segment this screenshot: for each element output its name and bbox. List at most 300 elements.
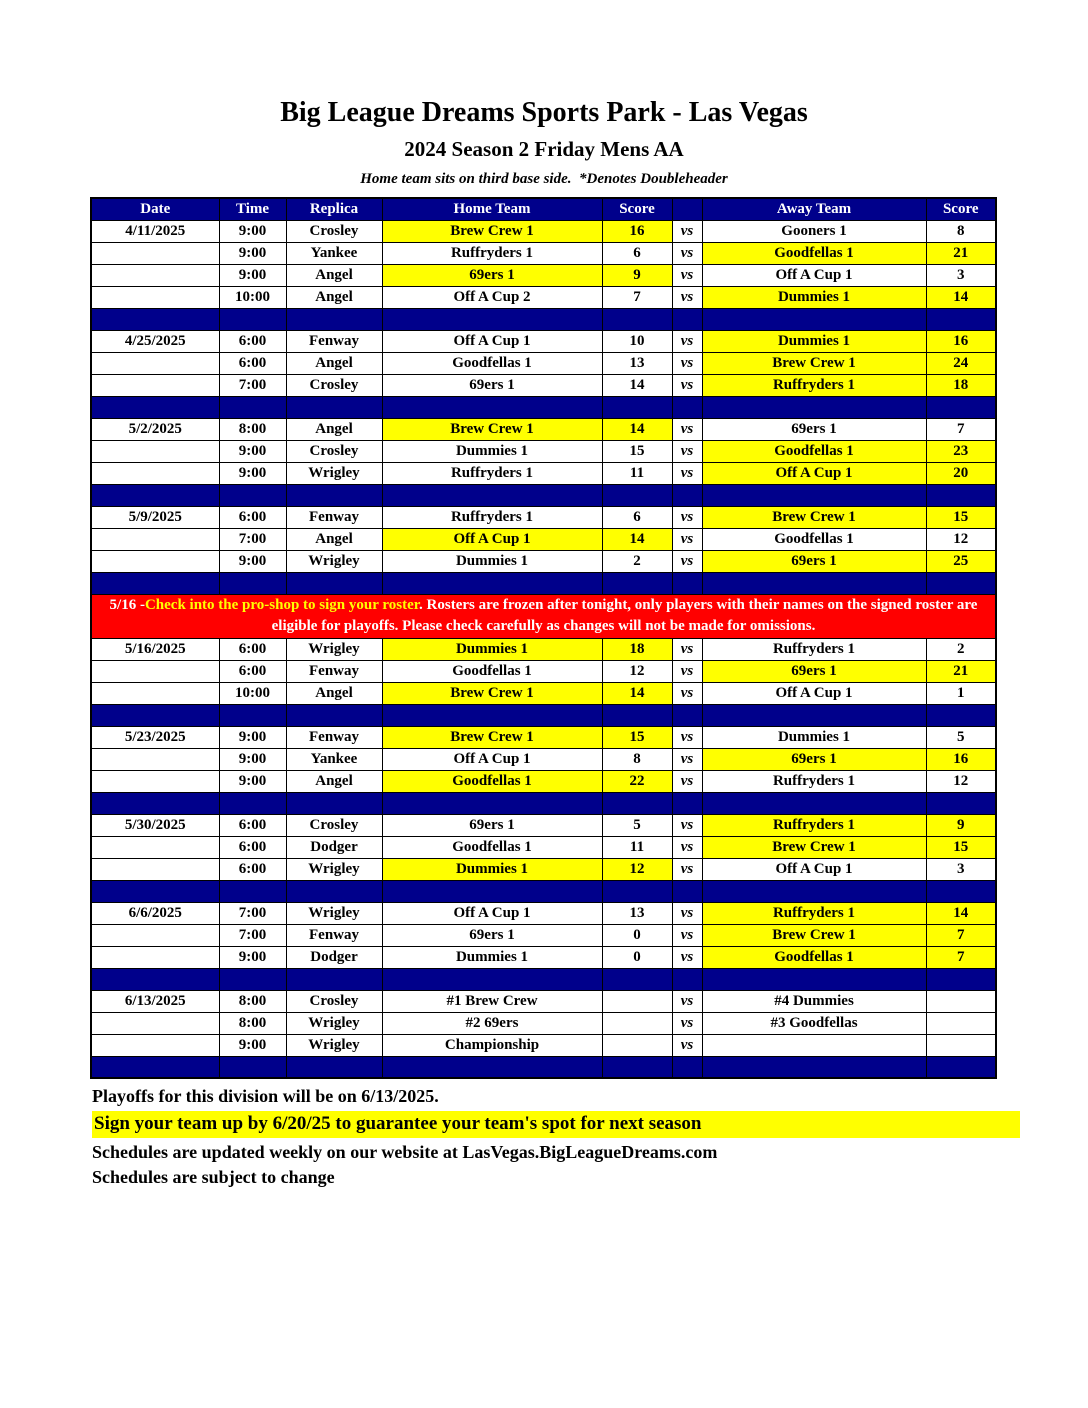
home-team-cell: Dummies 1 [382, 440, 602, 462]
separator-cell [382, 396, 602, 418]
home-team-cell: Dummies 1 [382, 946, 602, 968]
home-team-cell: #2 69ers [382, 1012, 602, 1034]
home-score-cell: 7 [602, 286, 672, 308]
separator-row [91, 484, 996, 506]
separator-cell [382, 968, 602, 990]
away-score-cell: 8 [926, 220, 996, 242]
away-team-cell: Goodfellas 1 [702, 946, 926, 968]
game-row [91, 418, 996, 440]
home-team-cell: Ruffryders 1 [382, 242, 602, 264]
away-team-cell: 69ers 1 [702, 660, 926, 682]
home-team-cell: Goodfellas 1 [382, 660, 602, 682]
separator-cell [219, 792, 286, 814]
separator-cell [91, 572, 219, 594]
away-score-cell: 7 [926, 924, 996, 946]
vs-cell: vs [672, 352, 702, 374]
away-team-cell: Off A Cup 1 [702, 682, 926, 704]
vs-cell: vs [672, 660, 702, 682]
home-score-cell: 11 [602, 836, 672, 858]
replica-cell: Yankee [286, 748, 382, 770]
away-team-cell: Off A Cup 1 [702, 858, 926, 880]
away-score-cell: 23 [926, 440, 996, 462]
separator-cell [602, 572, 672, 594]
separator-cell [286, 968, 382, 990]
game-row [91, 726, 996, 748]
home-team-cell: Off A Cup 1 [382, 902, 602, 924]
home-team-cell: 69ers 1 [382, 264, 602, 286]
roster-notice-row [91, 594, 996, 638]
date-cell [91, 264, 219, 286]
away-score-cell: 3 [926, 264, 996, 286]
away-team-cell: Ruffryders 1 [702, 814, 926, 836]
separator-cell [672, 396, 702, 418]
separator-cell [91, 1056, 219, 1078]
separator-cell [702, 704, 926, 726]
home-team-cell: Ruffryders 1 [382, 506, 602, 528]
away-score-cell: 16 [926, 330, 996, 352]
away-score-cell: 15 [926, 506, 996, 528]
home-team-cell: #1 Brew Crew [382, 990, 602, 1012]
time-cell: 10:00 [219, 286, 286, 308]
game-row [91, 902, 996, 924]
home-score-cell: 6 [602, 506, 672, 528]
away-team-cell: Brew Crew 1 [702, 506, 926, 528]
vs-cell: vs [672, 814, 702, 836]
separator-cell [926, 1056, 996, 1078]
time-cell: 9:00 [219, 440, 286, 462]
away-team-cell: Dummies 1 [702, 330, 926, 352]
replica-cell: Angel [286, 682, 382, 704]
separator-cell [926, 572, 996, 594]
home-team-cell: Championship [382, 1034, 602, 1056]
separator-cell [382, 572, 602, 594]
vs-cell: vs [672, 264, 702, 286]
away-score-cell: 1 [926, 682, 996, 704]
date-cell [91, 836, 219, 858]
vs-cell: vs [672, 748, 702, 770]
vs-cell: vs [672, 330, 702, 352]
separator-cell [382, 1056, 602, 1078]
replica-cell: Fenway [286, 660, 382, 682]
separator-cell [672, 968, 702, 990]
game-row [91, 990, 996, 1012]
roster-notice-cell [91, 594, 996, 638]
separator-row [91, 396, 996, 418]
separator-cell [926, 308, 996, 330]
home-score-cell: 12 [602, 858, 672, 880]
vs-cell: vs [672, 770, 702, 792]
game-row [91, 440, 996, 462]
game-row [91, 638, 996, 660]
game-row [91, 264, 996, 286]
separator-cell [672, 572, 702, 594]
vs-cell: vs [672, 220, 702, 242]
separator-cell [702, 484, 926, 506]
home-team-cell: Brew Crew 1 [382, 682, 602, 704]
schedule-table [90, 197, 997, 1079]
game-row [91, 814, 996, 836]
time-cell: 7:00 [219, 374, 286, 396]
away-team-cell: Dummies 1 [702, 286, 926, 308]
vs-cell: vs [672, 902, 702, 924]
date-cell [91, 748, 219, 770]
away-team-cell: #3 Goodfellas [702, 1012, 926, 1034]
separator-cell [219, 968, 286, 990]
website-note: Schedules are updated weekly on our website at LasVegas.BigLeagueDreams.com [92, 1142, 718, 1163]
replica-cell: Yankee [286, 242, 382, 264]
away-team-cell: Off A Cup 1 [702, 462, 926, 484]
separator-row [91, 792, 996, 814]
separator-cell [672, 308, 702, 330]
separator-cell [702, 792, 926, 814]
header-away-score: Score [926, 198, 996, 220]
separator-cell [702, 1056, 926, 1078]
header-time: Time [219, 198, 286, 220]
date-cell: 6/13/2025 [91, 990, 219, 1012]
vs-cell: vs [672, 924, 702, 946]
away-team-cell: Gooners 1 [702, 220, 926, 242]
date-cell: 5/2/2025 [91, 418, 219, 440]
home-score-cell: 6 [602, 242, 672, 264]
home-score-cell [602, 1012, 672, 1034]
document-header [0, 0, 1088, 188]
home-team-cell: Brew Crew 1 [382, 418, 602, 440]
game-row [91, 286, 996, 308]
season-subtitle: 2024 Season 2 Friday Mens AA [404, 137, 684, 162]
time-cell: 8:00 [219, 1012, 286, 1034]
away-team-cell: 69ers 1 [702, 748, 926, 770]
home-team-cell: Goodfellas 1 [382, 352, 602, 374]
game-row [91, 506, 996, 528]
home-score-cell: 5 [602, 814, 672, 836]
home-score-cell [602, 990, 672, 1012]
date-cell [91, 946, 219, 968]
vs-cell: vs [672, 990, 702, 1012]
home-team-cell: Off A Cup 2 [382, 286, 602, 308]
away-score-cell [926, 1012, 996, 1034]
separator-cell [602, 792, 672, 814]
away-team-cell: Goodfellas 1 [702, 528, 926, 550]
home-score-cell: 14 [602, 682, 672, 704]
date-cell [91, 660, 219, 682]
separator-cell [926, 484, 996, 506]
separator-cell [219, 1056, 286, 1078]
separator-cell [702, 572, 926, 594]
separator-cell [286, 1056, 382, 1078]
date-cell: 5/16/2025 [91, 638, 219, 660]
away-score-cell: 21 [926, 242, 996, 264]
away-score-cell: 3 [926, 858, 996, 880]
date-cell [91, 374, 219, 396]
home-team-cell: Ruffryders 1 [382, 462, 602, 484]
separator-cell [91, 484, 219, 506]
vs-cell: vs [672, 462, 702, 484]
time-cell: 6:00 [219, 858, 286, 880]
separator-cell [602, 396, 672, 418]
home-team-note: Home team sits on third base side. *Denotes Doubleheader [360, 171, 728, 188]
separator-cell [91, 308, 219, 330]
separator-cell [219, 704, 286, 726]
separator-cell [219, 308, 286, 330]
game-row [91, 242, 996, 264]
date-cell [91, 1034, 219, 1056]
home-score-cell: 13 [602, 902, 672, 924]
vs-cell: vs [672, 682, 702, 704]
away-score-cell [926, 990, 996, 1012]
date-cell [91, 352, 219, 374]
home-score-cell: 2 [602, 550, 672, 572]
header-date: Date [91, 198, 219, 220]
game-row [91, 1034, 996, 1056]
separator-cell [672, 792, 702, 814]
vs-cell: vs [672, 550, 702, 572]
away-team-cell: Ruffryders 1 [702, 902, 926, 924]
vs-cell: vs [672, 1034, 702, 1056]
away-team-cell: 69ers 1 [702, 550, 926, 572]
time-cell: 6:00 [219, 836, 286, 858]
notice-rest-text: . Rosters are frozen after tonight, only players with their names on the signed roster are eligible for playoffs. Please check carefully as changes will not be made for omissions. [271, 597, 978, 635]
home-score-cell: 15 [602, 440, 672, 462]
away-team-cell: Brew Crew 1 [702, 836, 926, 858]
replica-cell: Fenway [286, 924, 382, 946]
replica-cell: Crosley [286, 374, 382, 396]
game-row [91, 946, 996, 968]
home-score-cell: 14 [602, 374, 672, 396]
replica-cell: Angel [286, 770, 382, 792]
replica-cell: Angel [286, 264, 382, 286]
away-score-cell: 2 [926, 638, 996, 660]
separator-cell [219, 484, 286, 506]
time-cell: 8:00 [219, 990, 286, 1012]
separator-cell [926, 880, 996, 902]
vs-cell: vs [672, 836, 702, 858]
away-score-cell: 20 [926, 462, 996, 484]
away-score-cell [926, 1034, 996, 1056]
away-team-cell: Off A Cup 1 [702, 264, 926, 286]
game-row [91, 352, 996, 374]
vs-cell: vs [672, 638, 702, 660]
replica-cell: Angel [286, 528, 382, 550]
date-cell [91, 550, 219, 572]
separator-cell [382, 880, 602, 902]
vs-cell: vs [672, 1012, 702, 1034]
time-cell: 9:00 [219, 946, 286, 968]
separator-cell [219, 396, 286, 418]
game-row [91, 1012, 996, 1034]
replica-cell: Wrigley [286, 550, 382, 572]
away-score-cell: 15 [926, 836, 996, 858]
header-home-score: Score [602, 198, 672, 220]
document-footer [92, 1085, 1020, 1188]
separator-cell [702, 396, 926, 418]
away-score-cell: 5 [926, 726, 996, 748]
home-team-cell: Dummies 1 [382, 638, 602, 660]
replica-cell: Dodger [286, 946, 382, 968]
time-cell: 9:00 [219, 726, 286, 748]
home-score-cell: 10 [602, 330, 672, 352]
home-score-cell: 9 [602, 264, 672, 286]
header-home-team: Home Team [382, 198, 602, 220]
vs-cell: vs [672, 858, 702, 880]
replica-cell: Crosley [286, 990, 382, 1012]
separator-cell [602, 484, 672, 506]
replica-cell: Wrigley [286, 1034, 382, 1056]
date-cell [91, 770, 219, 792]
home-team-cell: Goodfellas 1 [382, 836, 602, 858]
away-team-cell: Dummies 1 [702, 726, 926, 748]
separator-cell [286, 396, 382, 418]
game-row [91, 528, 996, 550]
game-row [91, 374, 996, 396]
time-cell: 9:00 [219, 550, 286, 572]
separator-cell [219, 572, 286, 594]
away-team-cell: Ruffryders 1 [702, 770, 926, 792]
home-team-cell: Brew Crew 1 [382, 220, 602, 242]
date-cell: 6/6/2025 [91, 902, 219, 924]
replica-cell: Fenway [286, 330, 382, 352]
away-score-cell: 7 [926, 946, 996, 968]
separator-cell [702, 968, 926, 990]
away-score-cell: 7 [926, 418, 996, 440]
vs-cell: vs [672, 286, 702, 308]
replica-cell: Crosley [286, 220, 382, 242]
time-cell: 9:00 [219, 748, 286, 770]
away-score-cell: 21 [926, 660, 996, 682]
home-team-cell: Off A Cup 1 [382, 528, 602, 550]
time-cell: 6:00 [219, 660, 286, 682]
schedule-table-body [91, 220, 996, 1078]
separator-cell [219, 880, 286, 902]
away-score-cell: 16 [926, 748, 996, 770]
date-cell: 5/9/2025 [91, 506, 219, 528]
game-row [91, 220, 996, 242]
separator-cell [602, 1056, 672, 1078]
notice-date-prefix: 5/16 - [109, 597, 145, 614]
separator-cell [672, 1056, 702, 1078]
time-cell: 7:00 [219, 528, 286, 550]
home-team-cell: Dummies 1 [382, 858, 602, 880]
time-cell: 9:00 [219, 462, 286, 484]
home-score-cell: 11 [602, 462, 672, 484]
time-cell: 9:00 [219, 264, 286, 286]
home-score-cell: 0 [602, 924, 672, 946]
game-row [91, 748, 996, 770]
time-cell: 7:00 [219, 902, 286, 924]
separator-cell [286, 308, 382, 330]
vs-cell: vs [672, 506, 702, 528]
separator-cell [286, 572, 382, 594]
time-cell: 6:00 [219, 638, 286, 660]
header-vs [672, 198, 702, 220]
home-team-cell: Off A Cup 1 [382, 748, 602, 770]
time-cell: 8:00 [219, 418, 286, 440]
home-team-cell: 69ers 1 [382, 814, 602, 836]
separator-cell [672, 704, 702, 726]
home-score-cell: 22 [602, 770, 672, 792]
page-title: Big League Dreams Sports Park - Las Vegas [280, 97, 808, 128]
replica-cell: Wrigley [286, 902, 382, 924]
separator-cell [926, 968, 996, 990]
date-cell [91, 462, 219, 484]
separator-cell [91, 396, 219, 418]
subject-to-change-note: Schedules are subject to change [92, 1167, 335, 1188]
date-cell: 4/11/2025 [91, 220, 219, 242]
date-cell [91, 286, 219, 308]
date-cell [91, 440, 219, 462]
away-team-cell: 69ers 1 [702, 418, 926, 440]
date-cell [91, 924, 219, 946]
header-row [91, 198, 996, 220]
signup-note: Sign your team up by 6/20/25 to guarantee your team's spot for next season [92, 1111, 1020, 1138]
date-cell [91, 1012, 219, 1034]
home-team-cell: Goodfellas 1 [382, 770, 602, 792]
home-team-cell: Brew Crew 1 [382, 726, 602, 748]
away-score-cell: 12 [926, 770, 996, 792]
time-cell: 9:00 [219, 1034, 286, 1056]
separator-cell [602, 880, 672, 902]
separator-cell [91, 704, 219, 726]
date-cell: 4/25/2025 [91, 330, 219, 352]
away-score-cell: 14 [926, 902, 996, 924]
header-away-team: Away Team [702, 198, 926, 220]
away-team-cell: Ruffryders 1 [702, 638, 926, 660]
replica-cell: Wrigley [286, 462, 382, 484]
home-team-cell: Off A Cup 1 [382, 330, 602, 352]
replica-cell: Crosley [286, 814, 382, 836]
separator-row [91, 1056, 996, 1078]
home-score-cell: 15 [602, 726, 672, 748]
replica-cell: Wrigley [286, 1012, 382, 1034]
time-cell: 9:00 [219, 770, 286, 792]
away-team-cell [702, 1034, 926, 1056]
date-cell: 5/30/2025 [91, 814, 219, 836]
replica-cell: Wrigley [286, 638, 382, 660]
separator-cell [602, 968, 672, 990]
away-team-cell: Goodfellas 1 [702, 440, 926, 462]
separator-cell [91, 968, 219, 990]
game-row [91, 836, 996, 858]
separator-cell [91, 792, 219, 814]
vs-cell: vs [672, 418, 702, 440]
separator-cell [382, 308, 602, 330]
vs-cell: vs [672, 726, 702, 748]
separator-cell [91, 880, 219, 902]
time-cell: 6:00 [219, 330, 286, 352]
away-team-cell: Brew Crew 1 [702, 352, 926, 374]
separator-row [91, 308, 996, 330]
date-cell [91, 528, 219, 550]
separator-cell [286, 484, 382, 506]
separator-cell [286, 792, 382, 814]
playoffs-note: Playoffs for this division will be on 6/13/2025. [92, 1086, 439, 1107]
separator-cell [926, 396, 996, 418]
away-score-cell: 12 [926, 528, 996, 550]
away-score-cell: 24 [926, 352, 996, 374]
separator-cell [286, 704, 382, 726]
vs-cell: vs [672, 374, 702, 396]
away-score-cell: 14 [926, 286, 996, 308]
replica-cell: Angel [286, 352, 382, 374]
time-cell: 10:00 [219, 682, 286, 704]
separator-row [91, 880, 996, 902]
replica-cell: Angel [286, 418, 382, 440]
vs-cell: vs [672, 946, 702, 968]
separator-cell [672, 880, 702, 902]
home-team-cell: 69ers 1 [382, 924, 602, 946]
away-score-cell: 9 [926, 814, 996, 836]
separator-cell [702, 880, 926, 902]
date-cell: 5/23/2025 [91, 726, 219, 748]
